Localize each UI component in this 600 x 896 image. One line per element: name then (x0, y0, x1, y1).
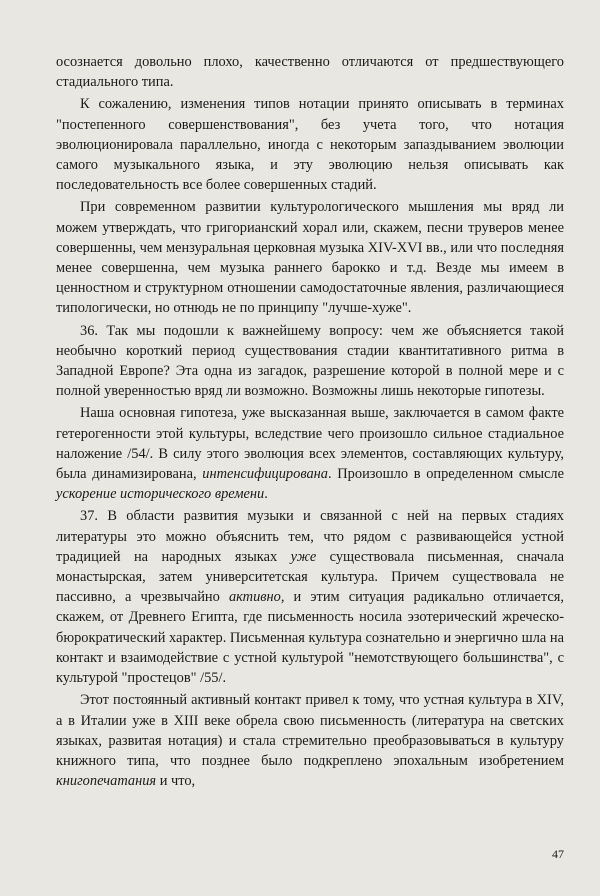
paragraph-6 (56, 690, 564, 791)
paragraph-4 (56, 403, 564, 504)
paragraph-1: К сожалению, изменения типов нотации принято описывать в терминах "постепенного совершенствования", без учета того, что нотация эволюционировала параллельно, иногда с некоторым запаздыванием эволюции самого музыкального языка, и эту эволюцию нельзя описывать как последовательность все более совершенных стадий. (56, 96, 564, 194)
paragraph-5-text-mid: существовала письменная, сначала монастырская, затем университетская культура. Причем существовала не пассивно, а чрезвычайно (56, 548, 565, 606)
paragraph-4-text-mid: . Произошло в определенном смысле (328, 466, 564, 483)
paragraph-6-text-after: и что, (156, 773, 196, 790)
paragraph-5-emphasis-2: активно (228, 589, 281, 606)
paragraph-4-text-after: . (264, 486, 268, 503)
paragraph-4-text-before: Наша основная гипотеза, уже высказанная выше, заключается в самом факте гетерогенности этой культуры, вследствие чего произошло сильное стадиальное наложение /54/. В силу этого эволюция всех элементов, составляющих культуру, была динамизирована, (56, 405, 564, 483)
paragraph-4-emphasis-2: ускорение исторического времени (56, 486, 265, 503)
paragraph-6-emphasis-1: книгопечатания (56, 773, 157, 790)
paragraph-3: 36. Так мы подошли к важнейшему вопросу: чем же объясняется такой необычно короткий период существования стадии квантитативного ритма в Западной Европе? Эта одна из загадок, разрешение которой в полной мере и с полной уверенностью вряд ли возможно. Возможны лишь некоторые гипотезы. (56, 322, 564, 400)
paragraph-0: осознается довольно плохо, качественно отличаются от предшествующего стадиального типа. (56, 54, 564, 91)
paragraph-5-text-before: 37. В области развития музыки и связанной с ней на первых стадиях литературы это можно объяснить тем, что рядом с развивающейся устной традицией на народных языках (56, 508, 564, 565)
paragraph-6-text-before: Этот постоянный активный контакт привел к тому, что устная культура в XIV, а в Италии уже в XIII веке обрела свою письменность (литература на светских языках, развитая нотация) и стала стремительно преобразовываться в культуру книжного типа, что позднее было подкреплено эпохальным изобретением (56, 692, 564, 769)
paragraph-5 (56, 506, 564, 688)
page-number: 47 (552, 847, 564, 861)
paragraph-5-emphasis-1: уже (290, 548, 317, 565)
page-text (56, 52, 564, 791)
paragraph-5-text-after: , и этим ситуация радикально отличается, скажем, от Древнего Египта, где письменность носила эзотерический жреческо-бюрократический характер. Письменная культура сознательно и энергично шла на контакт и взаимодействие с устной культурой "немотствующего большинства", с культурой "простецов" /55/. (56, 589, 564, 687)
paragraph-4-emphasis-1: интенсифицирована (202, 466, 329, 483)
paragraph-2: При современном развитии культурологического мышления мы вряд ли можем утверждать, что григорианский хорал или, скажем, песни труверов менее совершенны, чем мензуральная церковная музыка XIV-XVI вв., или что последняя менее совершенна, чем музыка раннего барокко и т.д. Везде мы имеем в ценностном и структурном отношении самодостаточные явления, различающиеся типологически, но отнюдь не по принципу "лучше-хуже". (56, 199, 564, 317)
